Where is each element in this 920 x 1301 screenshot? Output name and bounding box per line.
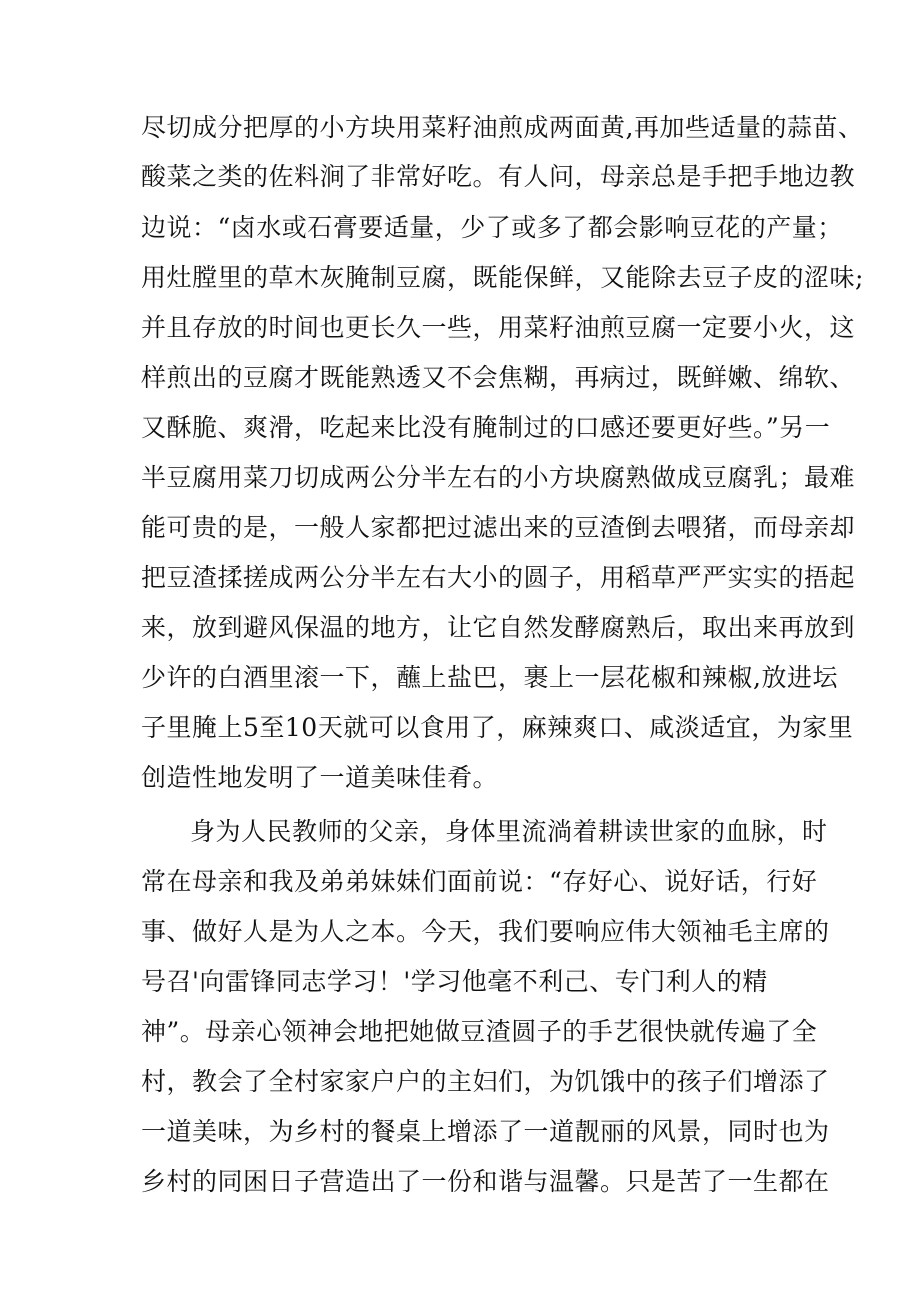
text-line: 样煎出的豆腐才既能熟透又不会焦糊，再病过，既鲜嫩、绵软、 — [141, 363, 856, 392]
text-line: 并且存放的时间也更长久一些，用菜籽油煎豆腐一定要小火，这 — [141, 313, 856, 342]
text-line: 边说：“卤水或石膏要适量，少了或多了都会影响豆花的产量； — [141, 213, 843, 242]
text-line: 神”。母亲心领神会地把她做豆渣圆子的手艺很快就传遍了全 — [141, 1017, 818, 1046]
text-line: 村，教会了全村家家户户的主妇们，为饥饿中的孩子们增添了 — [141, 1067, 830, 1096]
text-line: 少许的白酒里滚一下，蘸上盐巴，裹上一层花椒和辣椒,放进坛 — [141, 663, 838, 692]
text-line: 酸菜之类的佐料涧了非常好吃。有人问，母亲总是手把手地边教 — [141, 162, 856, 191]
text-line: 来，放到避风保温的地方，让它自然发酵腐熟后，取出来再放到 — [141, 613, 856, 642]
text-line: 创造性地发明了一道美味佳肴。 — [141, 763, 499, 792]
text-line: 一道美味，为乡村的餐桌上增添了一道靓丽的风景，同时也为 — [141, 1117, 830, 1146]
text-line: 尽切成分把厚的小方块用菜籽油煎成两面黄,再加些适量的蒜苗、 — [141, 113, 864, 142]
text-line: 乡村的同困日子营造出了一份和谐与温馨。只是苦了一生都在 — [141, 1167, 830, 1196]
text-line: 半豆腐用菜刀切成两公分半左右的小方块腐熟做成豆腐乳；最难 — [141, 463, 856, 492]
text-line: 把豆渣揉搓成两公分半左右大小的圆子，用稻草严严实实的捂起 — [141, 563, 856, 592]
text-line: 又酥脆、爽滑，吃起来比没有腌制过的口感还要更好些。”另一 — [141, 413, 831, 442]
text-line: 常在母亲和我及弟弟妹妹们面前说：“存好心、说好话，行好 — [141, 867, 818, 896]
paragraph-first-line: 身为人民教师的父亲，身体里流淌着耕读世家的血脉，时 — [190, 817, 828, 846]
text-line: 号召'向雷锋同志学习！'学习他毫不利己、专门利人的精 — [141, 967, 768, 996]
text-line: 能可贵的是，一般人家都把过滤出来的豆渣倒去喂猪，而母亲却 — [141, 513, 856, 542]
text-line: 用灶膛里的草木灰腌制豆腐，既能保鲜，又能除去豆子皮的涩味; — [141, 263, 864, 292]
text-line: 事、做好人是为人之本。今天，我们要响应伟大领袖毛主席的 — [141, 917, 830, 946]
text-line: 子里腌上5至10天就可以食用了，麻辣爽口、咸淡适宜，为家里 — [141, 713, 854, 742]
